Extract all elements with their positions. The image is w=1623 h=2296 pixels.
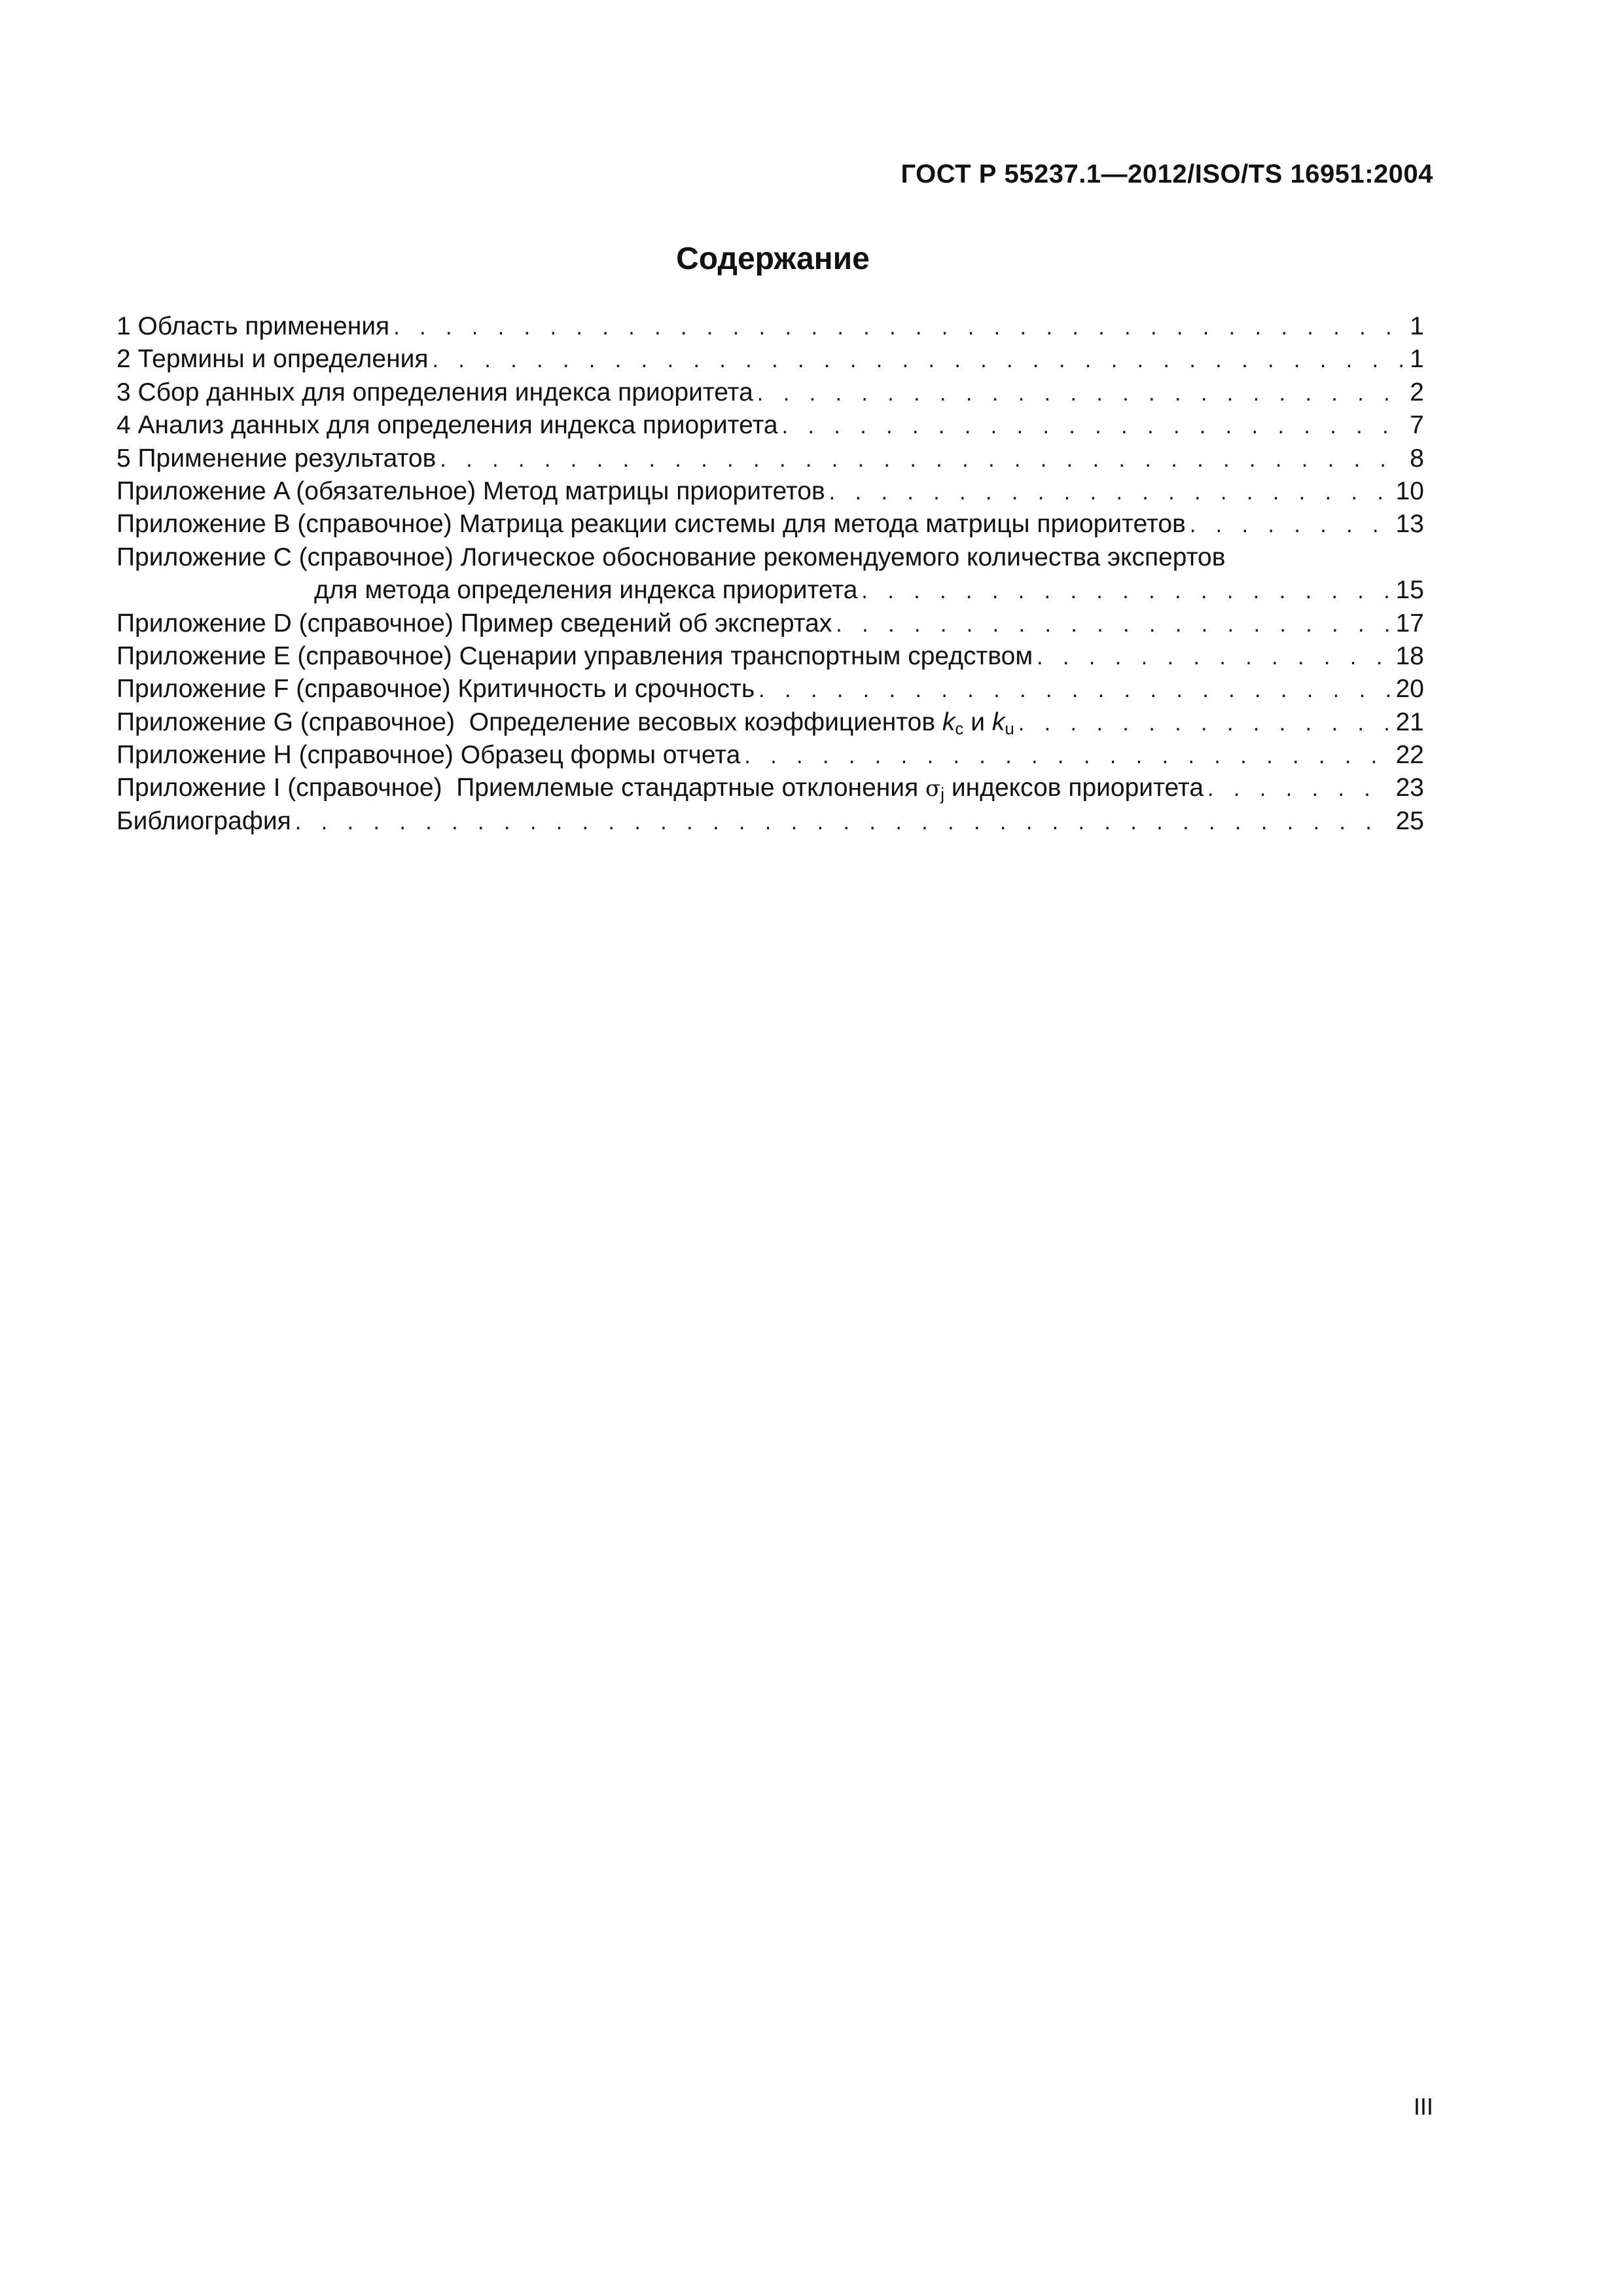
toc-entry-page: 22 [1395,741,1424,770]
toc-leader [1207,772,1392,805]
toc-leader [758,673,1391,706]
toc-leader [1037,641,1391,673]
toc-entry-label: Приложение A (обязательное) Метод матрицы приоритетов [116,476,825,505]
toc-entry[interactable] [116,442,1424,475]
toc-entry[interactable] [116,706,1424,739]
toc-entry-page: 21 [1395,708,1424,736]
page-number: III [1413,2093,1433,2120]
page-title: Содержание [676,242,870,276]
toc-entry[interactable] [116,409,1424,442]
toc-entry[interactable] [116,805,1424,838]
subscript-j: j [940,784,945,804]
toc-entry-label: 1 Область применения [116,312,390,340]
toc-entry-first-line[interactable] [116,541,1424,574]
toc-entry-page: 1 [1410,345,1424,374]
toc-entry-label: Приложение H (справочное) Образец формы отчета [116,741,741,770]
coefficient-k-symbol: k [942,708,955,736]
toc-entry[interactable] [116,310,1424,343]
toc-entry-label: Приложение E (справочное) Сценарии управления транспортным средством [116,641,1033,670]
toc-leader [1018,707,1392,740]
toc-entry[interactable] [116,475,1424,508]
toc-entry-page: 2 [1410,378,1424,406]
toc-entry-page: 1 [1410,312,1424,340]
toc-entry-page: 25 [1395,806,1424,835]
toc-entry[interactable] [116,508,1424,541]
toc-entry[interactable] [116,673,1424,706]
toc-leader [1190,509,1392,541]
toc-entry-label: 4 Анализ данных для определения индекса приоритета [116,411,778,440]
toc-leader [433,344,1406,376]
toc-entry-continuation[interactable] [116,574,1424,607]
toc-entry-label: 2 Термины и определения [116,345,429,374]
toc-entry[interactable] [116,607,1424,640]
toc-leader [836,608,1391,641]
document-header: ГОСТ Р 55237.1—2012/ISO/TS 16951:2004 [901,160,1433,188]
toc-entry-label: Приложение B (справочное) Матрица реакции системы для метода матрицы приоритетов [116,510,1186,539]
toc-entry-label-tail: индексов приоритета [944,774,1204,802]
toc-entry-label: 3 Сбор данных для определения индекса приоритета [116,378,753,406]
conjunction-text: и [963,708,992,736]
subscript-c: c [955,718,964,738]
toc-entry-page: 13 [1395,510,1424,539]
toc-entry-page: 18 [1395,641,1424,670]
subscript-u: u [1005,718,1014,738]
toc-entry-label: Приложение F (справочное) Критичность и срочность [116,675,755,704]
toc-entry-page: 15 [1395,576,1424,605]
toc-entry-label: 5 Применение результатов [116,444,437,473]
toc-entry[interactable] [116,739,1424,772]
toc-entry-label: Приложение D (справочное) Пример сведений об экспертах [116,609,832,637]
toc-leader [440,443,1406,476]
toc-leader [744,740,1391,772]
toc-entry-label: Библиография [116,806,291,835]
toc-entry-page: 7 [1410,411,1424,440]
table-of-contents [116,310,1424,838]
toc-entry-label-continued: для метода определения индекса приоритета [314,576,858,605]
toc-leader [782,410,1406,442]
toc-entry-page: 17 [1395,609,1424,637]
toc-leader [295,806,1392,838]
toc-leader [861,575,1391,607]
toc-entry-label-text: Приложение G (справочное) Определение весовых коэффициентов [116,708,942,736]
toc-entry[interactable] [116,376,1424,409]
toc-entry-page: 10 [1395,476,1424,505]
sigma-symbol: σ [925,776,941,802]
toc-leader [393,311,1406,344]
toc-leader [829,476,1392,509]
toc-entry-page: 20 [1395,675,1424,704]
toc-entry[interactable] [116,640,1424,673]
toc-entry-label: Приложение C (справочное) Логическое обоснование рекомендуемого количества экспертов [116,543,1226,571]
toc-entry[interactable] [116,772,1424,804]
coefficient-k-symbol: k [991,708,1005,736]
toc-entry-page: 23 [1395,774,1424,802]
toc-entry[interactable] [116,343,1424,376]
toc-entry-label-text: Приложение I (справочное) Приемлемые стандартные отклонения [116,774,926,802]
toc-entry-page: 8 [1410,444,1424,473]
toc-leader [757,377,1406,410]
